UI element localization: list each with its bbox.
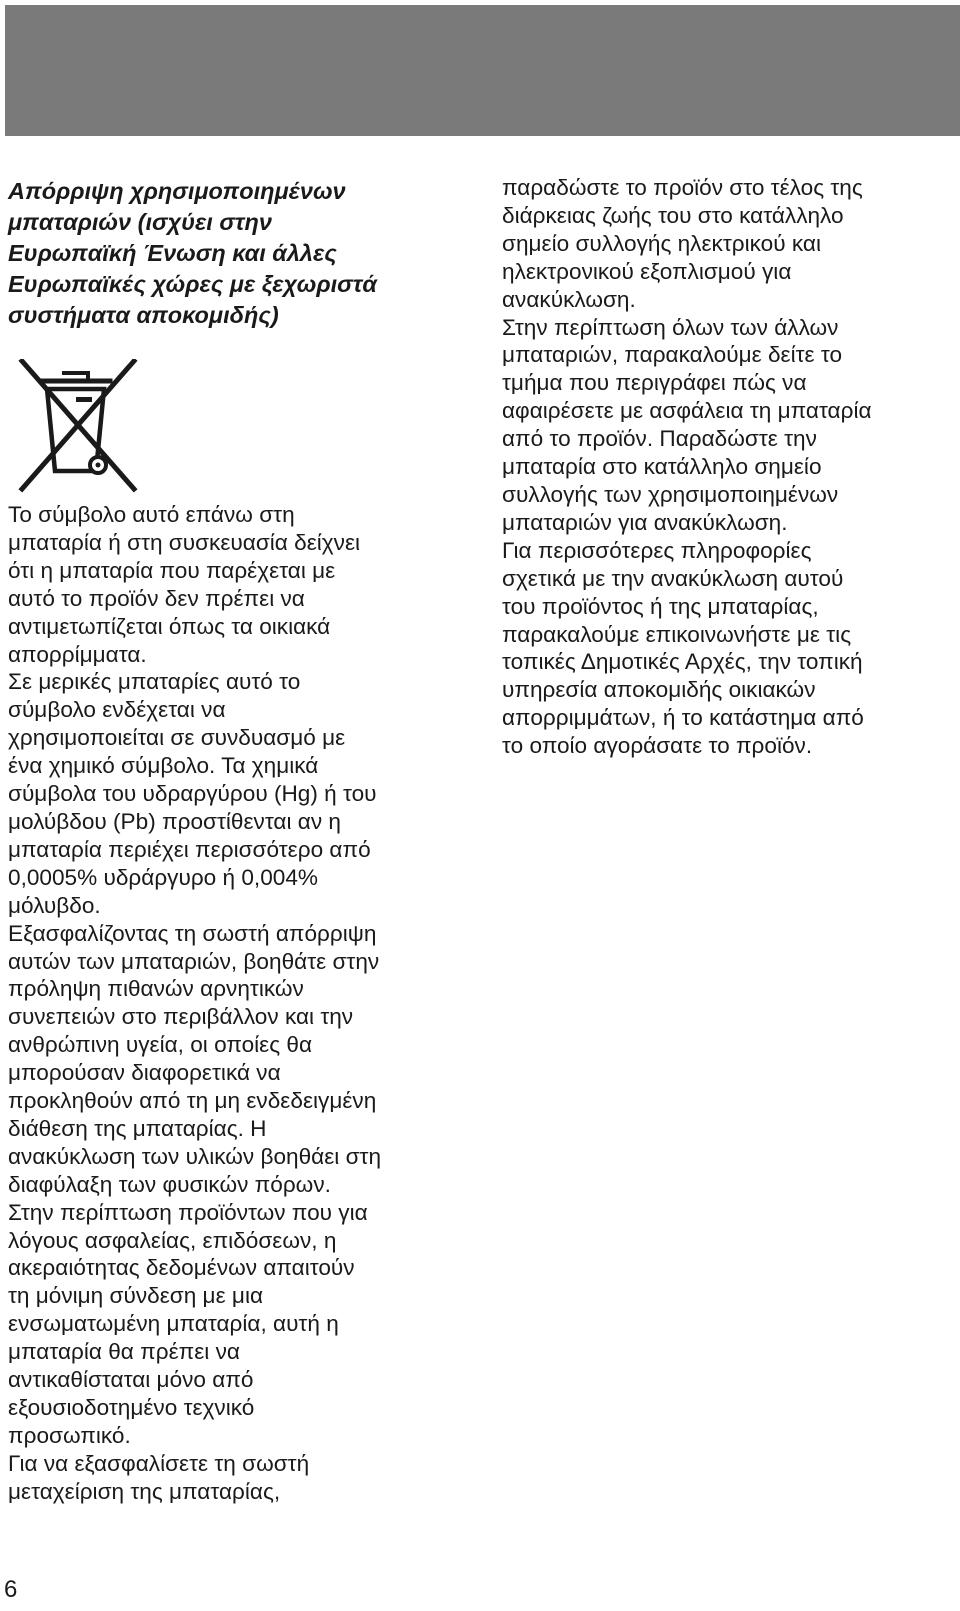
text-line: Για περισσότερες πληροφορίες bbox=[502, 537, 812, 563]
text-line: Στην περίπτωση προϊόντων που για bbox=[8, 1199, 368, 1225]
text-line: απορριμμάτων, ή το κατάστημα από bbox=[502, 705, 864, 731]
text-line: 0,0005% υδράργυρο ή 0,004% bbox=[8, 864, 318, 890]
text-line: αντιμετωπίζεται όπως τα οικιακά bbox=[8, 613, 331, 639]
right-column bbox=[502, 174, 957, 760]
text-line: προσωπικό. bbox=[8, 1422, 131, 1448]
text-line: μπαταρία ή στη συσκευασία δείχνει bbox=[8, 529, 361, 555]
text-line: Για να εξασφαλίσετε τη σωστή bbox=[8, 1450, 310, 1476]
crossed-out-wheelie-bin-icon bbox=[14, 359, 142, 495]
text-line: σύμβολο ενδέχεται να bbox=[8, 697, 226, 723]
text-line: διάθεση της μπαταρίας. Η bbox=[8, 1115, 267, 1141]
text-line: μεταχείριση της μπαταρίας, bbox=[8, 1478, 281, 1504]
text-line: παρακαλούμε επικοινωνήστε με τις bbox=[502, 621, 852, 647]
text-line: Στην περίπτωση όλων των άλλων bbox=[502, 314, 839, 340]
text-line: ότι η μπαταρία που παρέχεται με bbox=[8, 557, 336, 583]
text-line: αφαιρέσετε με ασφάλεια τη μπαταρία bbox=[502, 398, 872, 424]
text-line: υπηρεσία αποκομιδής οικιακών bbox=[502, 677, 816, 703]
text-line: αντικαθίσταται μόνο από bbox=[8, 1367, 254, 1393]
text-line: ακεραιότητας δεδομένων απαιτούν bbox=[8, 1255, 355, 1281]
text-line: από το προϊόν. Παραδώστε την bbox=[502, 426, 817, 452]
text-line: ανθρώπινη υγεία, οι οποίες θα bbox=[8, 1032, 313, 1058]
text-line: εξουσιοδοτημένο τεχνικό bbox=[8, 1395, 255, 1420]
text-line: προκληθούν από τη μη ενδεδειγμένη bbox=[8, 1088, 377, 1114]
left-body-text bbox=[8, 501, 470, 1506]
text-line: αυτών των μπαταριών, βοηθάτε στην bbox=[8, 948, 380, 974]
text-line: χρησιμοποιείται σε συνδυασμό με bbox=[8, 725, 346, 751]
header-band bbox=[5, 5, 960, 136]
text-line: μόλυβδο. bbox=[8, 892, 101, 918]
text-line: Εξασφαλίζοντας τη σωστή απόρριψη bbox=[8, 920, 377, 946]
text-line: ανακύκλωση. bbox=[502, 286, 636, 312]
text-line: αυτό το προϊόν δεν πρέπει να bbox=[8, 585, 305, 611]
left-column bbox=[8, 174, 470, 1506]
page-number: 6 bbox=[4, 1576, 18, 1603]
text-line: παραδώστε το προϊόν στο τέλος της bbox=[502, 175, 863, 200]
text-line: το οποίο αγοράσατε το προϊόν. bbox=[502, 733, 813, 759]
text-line: απορρίμματα. bbox=[8, 641, 147, 667]
right-body-text bbox=[502, 174, 957, 760]
text-line: σύμβολα του υδραργύρου (Hg) ή του bbox=[8, 781, 377, 807]
text-line: ένα χημικό σύμβολο. Τα χημικά bbox=[8, 753, 319, 779]
heading-line: Ευρωπαϊκή Ένωση και άλλες bbox=[8, 240, 337, 266]
text-line: του προϊόντος ή της μπαταρίας, bbox=[502, 593, 819, 619]
text-line: τμήμα που περιγράφει πώς να bbox=[502, 370, 807, 396]
text-line: μπαταρία θα πρέπει να bbox=[8, 1339, 240, 1365]
text-line: Σε μερικές μπαταρίες αυτό το bbox=[8, 669, 301, 695]
text-line: ενσωματωμένη μπαταρία, αυτή η bbox=[8, 1311, 339, 1337]
text-line: μπαταρία στο κατάλληλο σημείο bbox=[502, 454, 822, 480]
text-line: μπαταριών για ανακύκλωση. bbox=[502, 509, 788, 535]
text-line: πρόληψη πιθανών αρνητικών bbox=[8, 976, 304, 1002]
text-line: λόγους ασφαλείας, επιδόσεων, η bbox=[8, 1227, 337, 1253]
heading-line: συστήματα αποκομιδής) bbox=[8, 302, 279, 328]
text-line: ηλεκτρονικού εξοπλισμού για bbox=[502, 258, 792, 284]
heading-line: μπαταριών (ισχύει στην bbox=[8, 209, 272, 235]
text-line: μπαταριών, παρακαλούμε δείτε το bbox=[502, 342, 843, 368]
text-line: σχετικά με την ανακύκλωση αυτού bbox=[502, 565, 844, 591]
heading-line: Απόρριψη χρησιμοποιημένων bbox=[8, 178, 346, 204]
text-line: μολύβδου (Pb) προστίθενται αν η bbox=[8, 808, 341, 834]
text-line: τοπικές Δημοτικές Αρχές, την τοπική bbox=[502, 649, 863, 675]
text-line: τη μόνιμη σύνδεση με μια bbox=[8, 1283, 264, 1309]
text-line: διάρκειας ζωής του στο κατάλληλο bbox=[502, 202, 844, 228]
text-line: διαφύλαξη των φυσικών πόρων. bbox=[8, 1171, 331, 1197]
text-line: μπορούσαν διαφορετικά να bbox=[8, 1060, 281, 1086]
text-line: συλλογής των χρησιμοποιημένων bbox=[502, 481, 839, 507]
heading-line: Ευρωπαϊκές χώρες με ξεχωριστά bbox=[8, 271, 377, 297]
section-heading bbox=[8, 174, 470, 331]
text-line: ανακύκλωση των υλικών βοηθάει στη bbox=[8, 1143, 382, 1169]
text-line: μπαταρία περιέχει περισσότερο από bbox=[8, 836, 371, 862]
text-line: σημείο συλλογής ηλεκτρικού και bbox=[502, 230, 821, 256]
text-line: συνεπειών στο περιβάλλον και την bbox=[8, 1004, 354, 1030]
text-line: Το σύμβολο αυτό επάνω στη bbox=[8, 502, 295, 527]
